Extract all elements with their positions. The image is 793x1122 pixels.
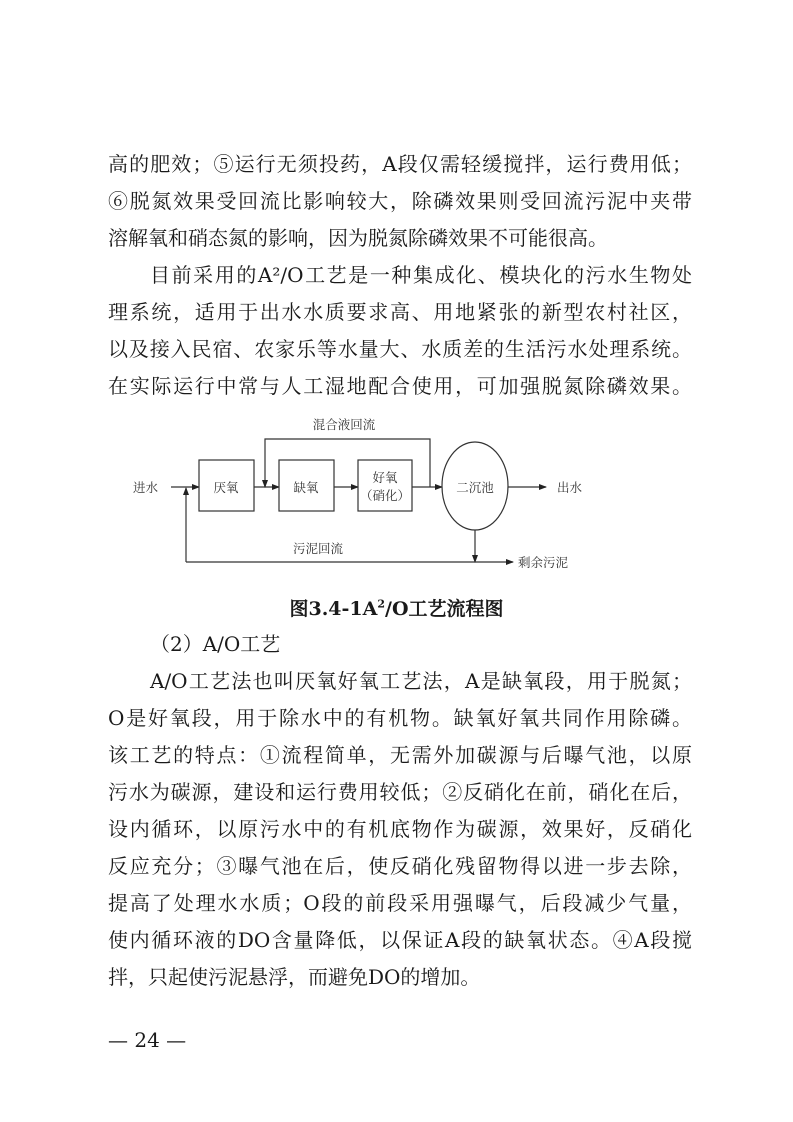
outlet-label: 出水 [557,480,583,495]
text-line: O是好氧段，用于除水中的有机物。缺氧好氧共同作用除磷。 [108,706,692,730]
clarifier-label: 二沉池 [456,480,494,495]
caption-prefix: 图3.4-1A [289,598,378,620]
a2o-process-diagram [0,400,793,585]
text-line: 使内循环液的DO含量降低，以保证A段的缺氧状态。④A段搅 [108,928,692,952]
text-line: 在实际运行中常与人工湿地配合使用，可加强脱氮除磷效果。 [108,374,692,398]
anoxic-label: 缺氧 [293,480,319,495]
inlet-label: 进水 [133,480,159,495]
caption-suffix: /O工艺流程图 [385,598,504,620]
text-line: 高的肥效；⑤运行无须投药，A段仅需轻缓搅拌，运行费用低； [108,152,692,176]
text-line: 理系统，适用于出水水质要求高、用地紧张的新型农村社区， [108,300,692,324]
section-heading: （2）A/O工艺 [150,632,281,656]
text-line: 溶解氧和硝态氮的影响，因为脱氮除磷效果不可能很高。 [108,226,608,250]
page-number: — 24 — [108,1028,187,1052]
text-line: 该工艺的特点：①流程简单，无需外加碳源与后曝气池，以原 [108,743,692,767]
anaerobic-label: 厌氧 [213,480,239,495]
text-line: 目前采用的A²/O工艺是一种集成化、模块化的污水生物处 [150,263,692,287]
text-line: 提高了处理水水质；O段的前段采用强曝气，后段减少气量， [108,891,692,915]
mixed-liquor-return-label: 混合液回流 [312,417,376,432]
text-line: 设内循环，以原污水中的有机底物作为碳源，效果好，反硝化 [108,817,692,841]
figure-caption [0,594,793,621]
aerobic-tank [358,460,412,511]
text-line: 反应充分；③曝气池在后，使反硝化残留物得以进一步去除， [108,854,692,878]
excess-sludge-label: 剩余污泥 [518,555,569,570]
text-line: 以及接入民宿、农家乐等水量大、水质差的生活污水处理系统。 [108,337,692,361]
text-line: 污水为碳源，建设和运行费用较低；②反硝化在前，硝化在后， [108,780,692,804]
text-line: 拌，只起使污泥悬浮，而避免DO的增加。 [108,965,481,989]
aerobic-label: 好氧 [372,470,398,485]
sludge-return-label: 污泥回流 [292,541,344,556]
nitrification-label: （硝化） [359,488,411,503]
text-line: ⑥脱氮效果受回流比影响较大，除磷效果则受回流污泥中夹带 [108,189,692,213]
text-line: A/O工艺法也叫厌氧好氧工艺法，A是缺氧段，用于脱氮； [150,669,692,693]
caption-superscript: 2 [377,597,386,611]
